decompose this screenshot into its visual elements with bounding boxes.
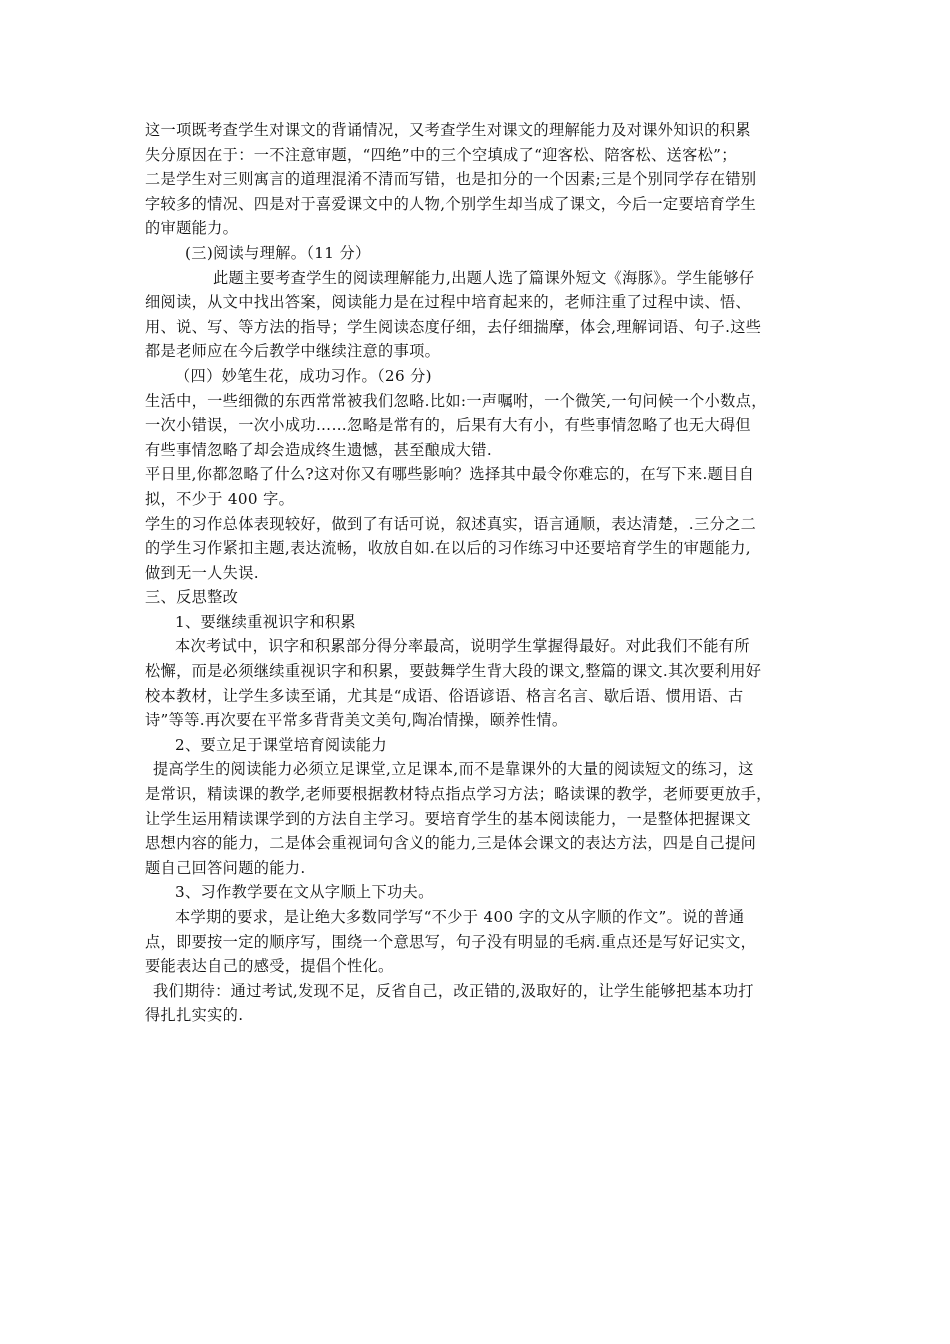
paragraph-line: 这一项既考查学生对课文的背诵情况，又考查学生对课文的理解能力及对课外知识的积累: [145, 121, 751, 139]
paragraph-line: 生活中，一些细微的东西常常被我们忽略.比如:一声嘱咐，一个微笑,一句问候一个小数点，: [145, 391, 767, 410]
paragraph-line: 本学期的要求，是让绝大多数同学写“不少于 400 字的文从字顺的作文”。说的普通: [175, 908, 745, 926]
paragraph-line: 用、说、写、等方法的指导；学生阅读态度仔细，去仔细揣摩，体会,理解词语、句子.这些: [145, 317, 762, 336]
paragraph-line: 细阅读，从文中找出答案，阅读能力是在过程中培育起来的，老师注重了过程中读、悟、: [145, 293, 751, 312]
paragraph-line: 平日里,你都忽略了什么?这对你又有哪些影响？选择其中最令你难忘的，在写下来.题目自: [145, 465, 755, 484]
paragraph-line: 我们期待：通过考试,发现不足，反省自己，改正错的,汲取好的，让学生能够把基本功打: [153, 981, 754, 1000]
paragraph-line: 是常识，精读课的教学,老师要根据教材特点指点学习方法；略读课的教学，老师要更放手，: [145, 785, 772, 804]
document-body: [145, 118, 815, 1028]
paragraph-line: 的学生习作紧扣主题,表达流畅，收放自如.在以后的习作练习中还要培育学生的审题能力,: [145, 539, 751, 558]
section-heading-reflection: 三、反思整改: [145, 588, 239, 607]
subheading-writing: 3、习作教学要在文从字顺上下功夫。: [175, 883, 434, 902]
paragraph-line: 提高学生的阅读能力必须立足课堂,立足课本,而不是靠课外的大量的阅读短文的练习，这: [153, 760, 754, 779]
section-heading-writing: （四）妙笔生花，成功习作。（26 分): [175, 366, 432, 385]
paragraph-line: 让学生运用精读课学到的方法自主学习。要培育学生的基本阅读能力，一是整体把握课文: [145, 809, 751, 828]
paragraph-line: 题自己回答问题的能力.: [145, 858, 306, 877]
paragraph-line: 拟，不少于 400 字。: [145, 489, 295, 508]
subheading-reading: 2、要立足于课堂培育阅读能力: [175, 735, 388, 754]
paragraph-line: 都是老师应在今后教学中继续注意的事项。: [145, 342, 441, 361]
paragraph-line: 松懈，而是必须继续重视识字和积累，要鼓舞学生背大段的课文,整篇的课文.其次要利用好: [145, 662, 762, 681]
paragraph-line: 一次小错误，一次小成功……忽略是常有的，后果有大有小，有些事情忽略了也无大碍但: [145, 416, 751, 435]
paragraph-line: 要能表达自己的感受，提倡个性化。: [145, 957, 394, 976]
paragraph-line: 有些事情忽略了却会造成终生遗憾，甚至酿成大错.: [145, 440, 493, 459]
paragraph-line: 的审题能力。: [145, 219, 239, 238]
paragraph-line: 点，即要按一定的顺序写，围绕一个意思写，句子没有明显的毛病.重点还是写好记实文，: [145, 932, 757, 951]
section-heading-reading: (三)阅读与理解。（11 分）: [185, 243, 371, 262]
paragraph-line: 思想内容的能力，二是体会重视词句含义的能力,三是体会课文的表达方法，四是自己提问: [145, 834, 757, 853]
paragraph-line: 二是学生对三则寓言的道理混淆不清而写错，也是扣分的一个因素;三是个别同学存在错别: [145, 170, 757, 189]
paragraph-line: 诗”等等.再次要在平常多背背美文美句,陶冶情操，颐养性情。: [145, 711, 568, 730]
paragraph-line: 字较多的情况、四是对于喜爱课文中的人物,个别学生却当成了课文，今后一定要培育学生: [145, 194, 757, 213]
paragraph-line: 此题主要考查学生的阅读理解能力,出题人选了篇课外短文《海豚》。学生能够仔: [213, 268, 755, 287]
paragraph-line: 校本教材，让学生多读至诵，尤其是“成语、俗语谚语、格言名言、歇后语、惯用语、古: [145, 686, 744, 705]
paragraph-line: 学生的习作总体表现较好，做到了有话可说，叙述真实，语言通顺，表达清楚，.三分之二: [145, 514, 757, 533]
paragraph-line: 做到无一人失误.: [145, 563, 259, 582]
subheading-literacy: 1、要继续重视识字和积累: [175, 612, 356, 631]
paragraph-line: 得扎扎实实的.: [145, 1006, 244, 1025]
paragraph-line: 失分原因在于：一不注意审题，“四绝”中的三个空填成了“迎客松、陪客松、送客松”；: [145, 145, 737, 164]
paragraph-line: 本次考试中，识字和积累部分得分率最高，说明学生掌握得最好。对此我们不能有所: [175, 637, 750, 656]
